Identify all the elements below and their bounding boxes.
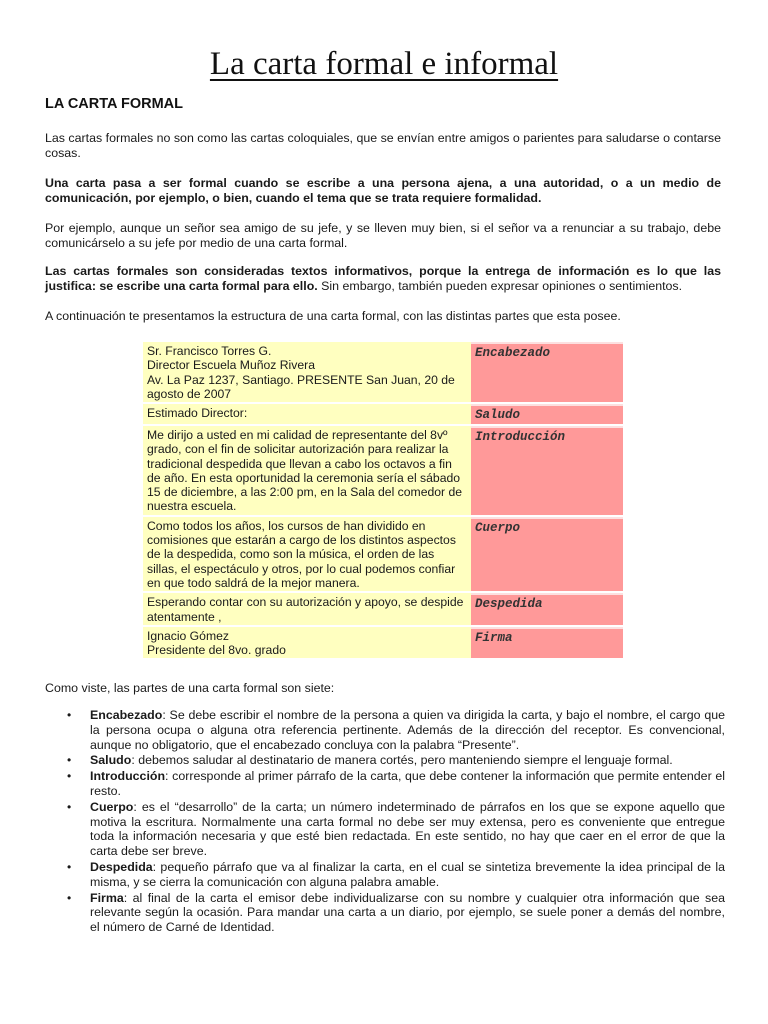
letter-table-row xyxy=(143,404,623,424)
document-title: La carta formal e informal xyxy=(209,46,559,82)
paragraph-intro: Las cartas formales no son como las cartas coloquiales, que se envían entre amigos o parientes para saludarse o contarse cosas. xyxy=(45,131,721,160)
letter-part-label: Encabezado xyxy=(471,342,623,402)
list-item xyxy=(45,860,725,890)
list-item xyxy=(45,891,725,935)
letter-part-label: Saludo xyxy=(471,404,623,424)
letter-part-label: Despedida xyxy=(471,593,623,625)
bullet-icon: • xyxy=(67,708,72,722)
letter-part-label: Introducción xyxy=(471,426,623,515)
list-item-term: Saludo xyxy=(90,753,132,768)
section-heading: LA CARTA FORMAL xyxy=(45,96,183,112)
list-item xyxy=(45,800,725,859)
bullet-icon: • xyxy=(67,753,72,768)
letter-example-text: Ignacio Gómez Presidente del 8vo. grado xyxy=(143,627,471,659)
letter-table-row xyxy=(143,627,623,659)
letter-example-text: Me dirijo a usted en mi calidad de representante del 8vº grado, con el fin de solicitar autorización para realizar la tradicional despedida que llevan a cabo los octavos a fin de año. En esta oportunidad la ceremonia sería el sábado 15 de diciembre, a las 2:00 pm, en la Sala del comedor de nuestra escuela. xyxy=(143,426,471,515)
list-item-term: Cuerpo xyxy=(90,799,134,814)
list-item-term: Encabezado xyxy=(90,708,163,722)
list-item xyxy=(45,753,725,768)
list-item-term: Firma xyxy=(90,890,124,905)
list-item-description: : corresponde al primer párrafo de la carta, que debe contener la información que permite entender el resto. xyxy=(90,769,725,798)
bullet-icon: • xyxy=(67,859,72,874)
letter-example-text: Estimado Director: xyxy=(143,404,471,424)
paragraph-definition: Una carta pasa a ser formal cuando se escribe a una persona ajena, a una autoridad, o a un medio de comunicación, por ejemplo, o bien, cuando el tema que se trata requiere formalidad. xyxy=(45,176,721,205)
paragraph-informative-rest: Sin embargo, también pueden expresar opiniones o sentimientos. xyxy=(317,278,683,293)
letter-table-row xyxy=(143,517,623,591)
list-item-term: Introducción xyxy=(90,769,166,784)
list-item-description: : debemos saludar al destinatario de manera cortés, pero manteniendo siempre el lenguaje formal. xyxy=(131,753,673,768)
letter-part-label: Cuerpo xyxy=(471,517,623,591)
list-item-term: Despedida xyxy=(90,859,153,874)
letter-part-label: Firma xyxy=(471,627,623,659)
bullet-icon: • xyxy=(67,799,72,814)
list-item-description: : al final de la carta el emisor debe individualizarse con su nombre y cualquier otra información que sea relevante según la ocasión. Para mandar una carta a un diario, por ejemplo, se suele poner a demás del nombre, el número de Carné de Identidad. xyxy=(90,890,725,935)
paragraph-parts-intro: Como viste, las partes de una carta formal son siete: xyxy=(45,681,335,695)
letter-table-row xyxy=(143,342,623,402)
list-item-description: : Se debe escribir el nombre de la persona a quien va dirigida la carta, y bajo el nombre, el cargo que la persona ocupa o alguna otra referencia pertinente. Además de la dirección del receptor. Es convencional, aunque no obligatorio, que el encabezado concluya con la palabra “Presente”. xyxy=(90,708,725,752)
paragraph-informative xyxy=(45,264,721,294)
paragraph-example: Por ejemplo, aunque un señor sea amigo de su jefe, y se lleven muy bien, si el señor va a renunciar a su trabajo, debe comunicárselo a su jefe por medio de una carta formal. xyxy=(45,221,721,250)
list-item xyxy=(45,708,725,752)
paragraph-structure-intro: A continuación te presentamos la estructura de una carta formal, con las distintas partes que esta posee. xyxy=(45,309,621,323)
letter-table-row xyxy=(143,593,623,625)
list-item-description: : pequeño párrafo que va al finalizar la carta, en el cual se sintetiza brevemente la idea principal de la misma, y se cierra la comunicación con alguna palabra amable. xyxy=(90,859,725,889)
letter-example-text: Esperando contar con su autorización y apoyo, se despide atentamente , xyxy=(143,593,471,625)
list-item-description: : es el “desarrollo” de la carta; un número indeterminado de párrafos en los que se expone aquello que motiva la escritura. Normalmente una carta formal no debe ser muy extensa, pero es conveniente que entregue toda la información necesaria y que esté bien redactada. En este sentido, no hay que caer en el error de que la carta debe ser breve. xyxy=(90,799,725,859)
parts-list xyxy=(45,708,725,936)
letter-example-text: Sr. Francisco Torres G. Director Escuela Muñoz Rivera Av. La Paz 1237, Santiago. PRESENTE San Juan, 20 de agosto de 2007 xyxy=(143,342,471,402)
list-item xyxy=(45,769,725,799)
letter-structure-table xyxy=(143,340,623,660)
bullet-icon: • xyxy=(67,769,72,784)
letter-example-text: Como todos los años, los cursos de han dividido en comisiones que estarán a cargo de los distintos aspectos de la despedida, como son la música, el orden de las sillas, el espectáculo y otros, por lo cual podemos confiar en que todo saldrá de la mejor manera. xyxy=(143,517,471,591)
bullet-icon: • xyxy=(67,890,72,905)
letter-table-row xyxy=(143,426,623,515)
paragraph-informative-bold: Las cartas formales son consideradas textos informativos, porque la entrega de información es lo que las justifica: se escribe una carta formal para ello. xyxy=(45,264,721,293)
